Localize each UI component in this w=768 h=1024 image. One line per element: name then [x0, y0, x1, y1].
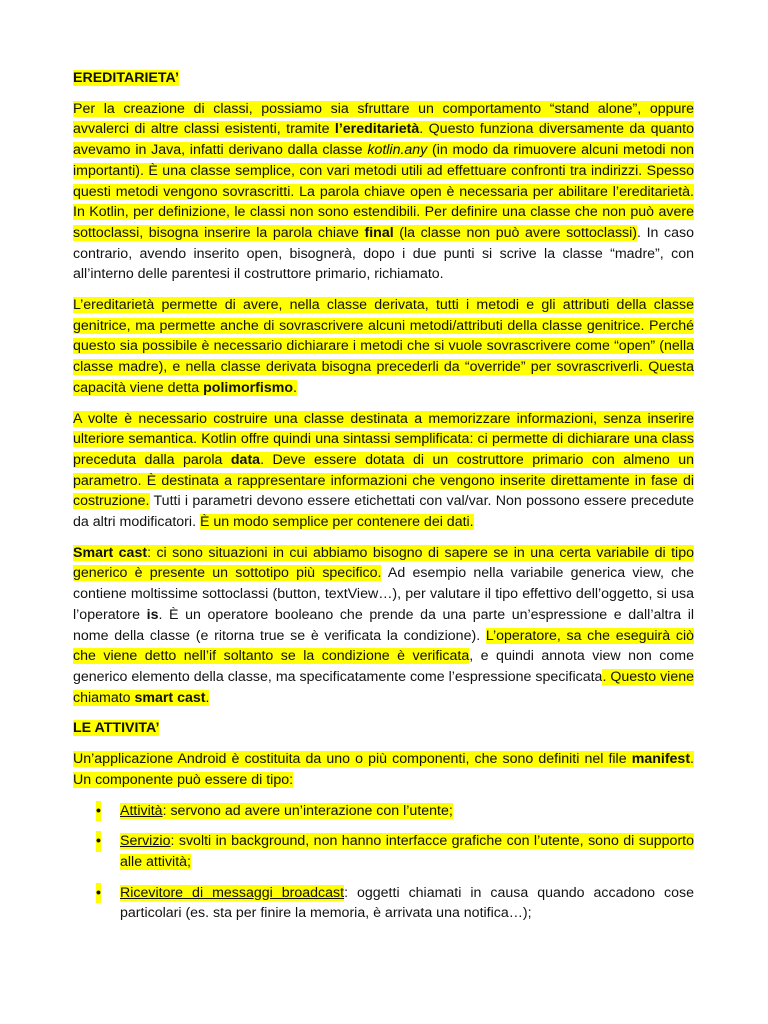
paragraph-ereditarieta-intro: Per la creazione di classi, possiamo sia sfruttare un comportamento “stand alone”, oppure avvalerci di altre classi esistenti, tramite l’ereditarietà. Questo funziona diversamente da quanto avevamo in Java, infatti derivano dalla classe kotlin.any (in modo da rimuovere alcuni metodi non importanti). È una classe semplice, con vari metodi utili ad effettuare confronti tra indirizzi. Spesso questi metodi vengono sovrascritti. La parola chiave open è necessaria per abilitare l’ereditarietà. In Kotlin, per definizione, le classi non sono estendibili. Per definire una classe che non può avere sottoclassi, bisogna inserire la parola chiave final (la classe non può avere sottoclassi). In caso contrario, avendo inserito open, bisognerà, dopo i due punti si scrive la classe “madre”, con all’interno delle parentesi il costruttore primario, richiamato.: [73, 100, 695, 283]
document-body: [73, 68, 694, 934]
paragraph-data-class: A volte è necessario costruire una classe destinata a memorizzare informazioni, senza inserire ulteriore semantica. Kotlin offre quindi una sintassi semplificata: ci permette di dichiarare una class preceduta dalla parola data. Deve essere dotata di un costruttore primario con almeno un parametro. È destinata a rappresentare informazioni che vengono inserite direttamente in fase di costruzione. Tutti i parametri devono essere etichettati con val/var. Non possono essere precedute da altri modificatori. È un modo semplice per contenere dei dati.: [73, 410, 694, 531]
highlight: Attività: servono ad avere un’interazione con l’utente;: [120, 802, 453, 819]
heading-attivita: LE ATTIVITA’: [73, 720, 160, 737]
bullet-icon: •: [96, 883, 101, 904]
paragraph-smart-cast: Smart cast: ci sono situazioni in cui abbiamo bisogno di sapere se in una certa variabile di tipo generico è presente un sottotipo più specifico. Ad esempio nella variabile generica view, che contiene moltissime sottoclassi (button, textView…), per valutare il tipo effettivo dell’oggetto, si usa l’operatore is. È un operatore booleano che prende da una parte un’espressione e dall’altra il nome della classe (e ritorna true se è verificata la condizione). L’operatore, sa che eseguirà ciò che viene detto nell’if soltanto se la condizione è verificata, e quindi annota view non come generico elemento della classe, ma specificatamente come l’espressione specificata. Questo viene chiamato smart cast.: [73, 544, 694, 706]
bullet-icon: •: [96, 801, 101, 822]
highlight: Un’applicazione Android è costituita da uno o più componenti, che sono definiti nel file manifest. Un componente può essere di tipo:: [73, 751, 694, 788]
paragraph-componenti: [73, 749, 694, 790]
highlight: Servizio: svolti in background, non hanno interfacce grafiche con l’utente, sono di supporto alle attività;: [120, 833, 694, 870]
highlight: Smart cast: ci sono situazioni in cui abbiamo bisogno di sapere se in una certa variabile di tipo generico è presente un sottotipo più specifico.: [73, 544, 694, 582]
component-type-list: [73, 801, 694, 925]
bullet-icon: •: [96, 831, 101, 852]
list-item-ricevitore: • Ricevitore di messaggi broadcast: oggetti chiamati in causa quando accadono cose particolari (es. sta per finire la memoria, è arrivata una notifica…);: [96, 884, 695, 922]
paragraph-polimorfismo: [73, 295, 694, 399]
list-item-servizio: [73, 831, 694, 872]
list-item-attivita: [73, 801, 694, 822]
heading-ereditarieta: EREDITARIETA’: [73, 70, 179, 86]
highlight: L’ereditarietà permette di avere, nella classe derivata, tutti i metodi e gli attributi della classe genitrice, ma permette anche di sovrascrivere alcuni metodi/attributi della classe genitrice. Perché questo sia possibile è necessario dichiarare i metodi che si vuole sovrascrivere come “open” (nella classe madre), e nella classe derivata bisogna precederli da “override” per sovrascriverli. Questa capacità viene detta polimorfismo.: [73, 297, 694, 396]
highlight: A volte è necessario costruire una classe destinata a memorizzare informazioni, senza inserire ulteriore semantica. Kotlin offre quindi una sintassi semplificata: ci permette di dichiarare una class preceduta dalla parola data. Deve essere dotata di un costruttore primario con almeno un parametro. È destinata a rappresentare informazioni che vengono inserite direttamente in fase di costruzione.: [73, 410, 694, 510]
highlight: Per la creazione di classi, possiamo sia sfruttare un comportamento “stand alone”, oppure avvalerci di altre classi esistenti, tramite l’ereditarietà. Questo funziona diversamente da quanto avevamo in Java, infatti derivano dalla classe kotlin.any (in modo da rimuovere alcuni metodi non importanti). È una classe semplice, con vari metodi utili ad effettuare confronti tra indirizzi. Spesso questi metodi vengono sovrascritti. La parola chiave open è necessaria per abilitare l’ereditarietà. In Kotlin, per definizione, le classi non sono estendibili. Per definire una classe che non può avere sottoclassi, bisogna inserire la parola chiave final (la classe non può avere sottoclassi): [73, 100, 695, 241]
highlight: . Questo viene chiamato smart cast.: [73, 668, 694, 706]
